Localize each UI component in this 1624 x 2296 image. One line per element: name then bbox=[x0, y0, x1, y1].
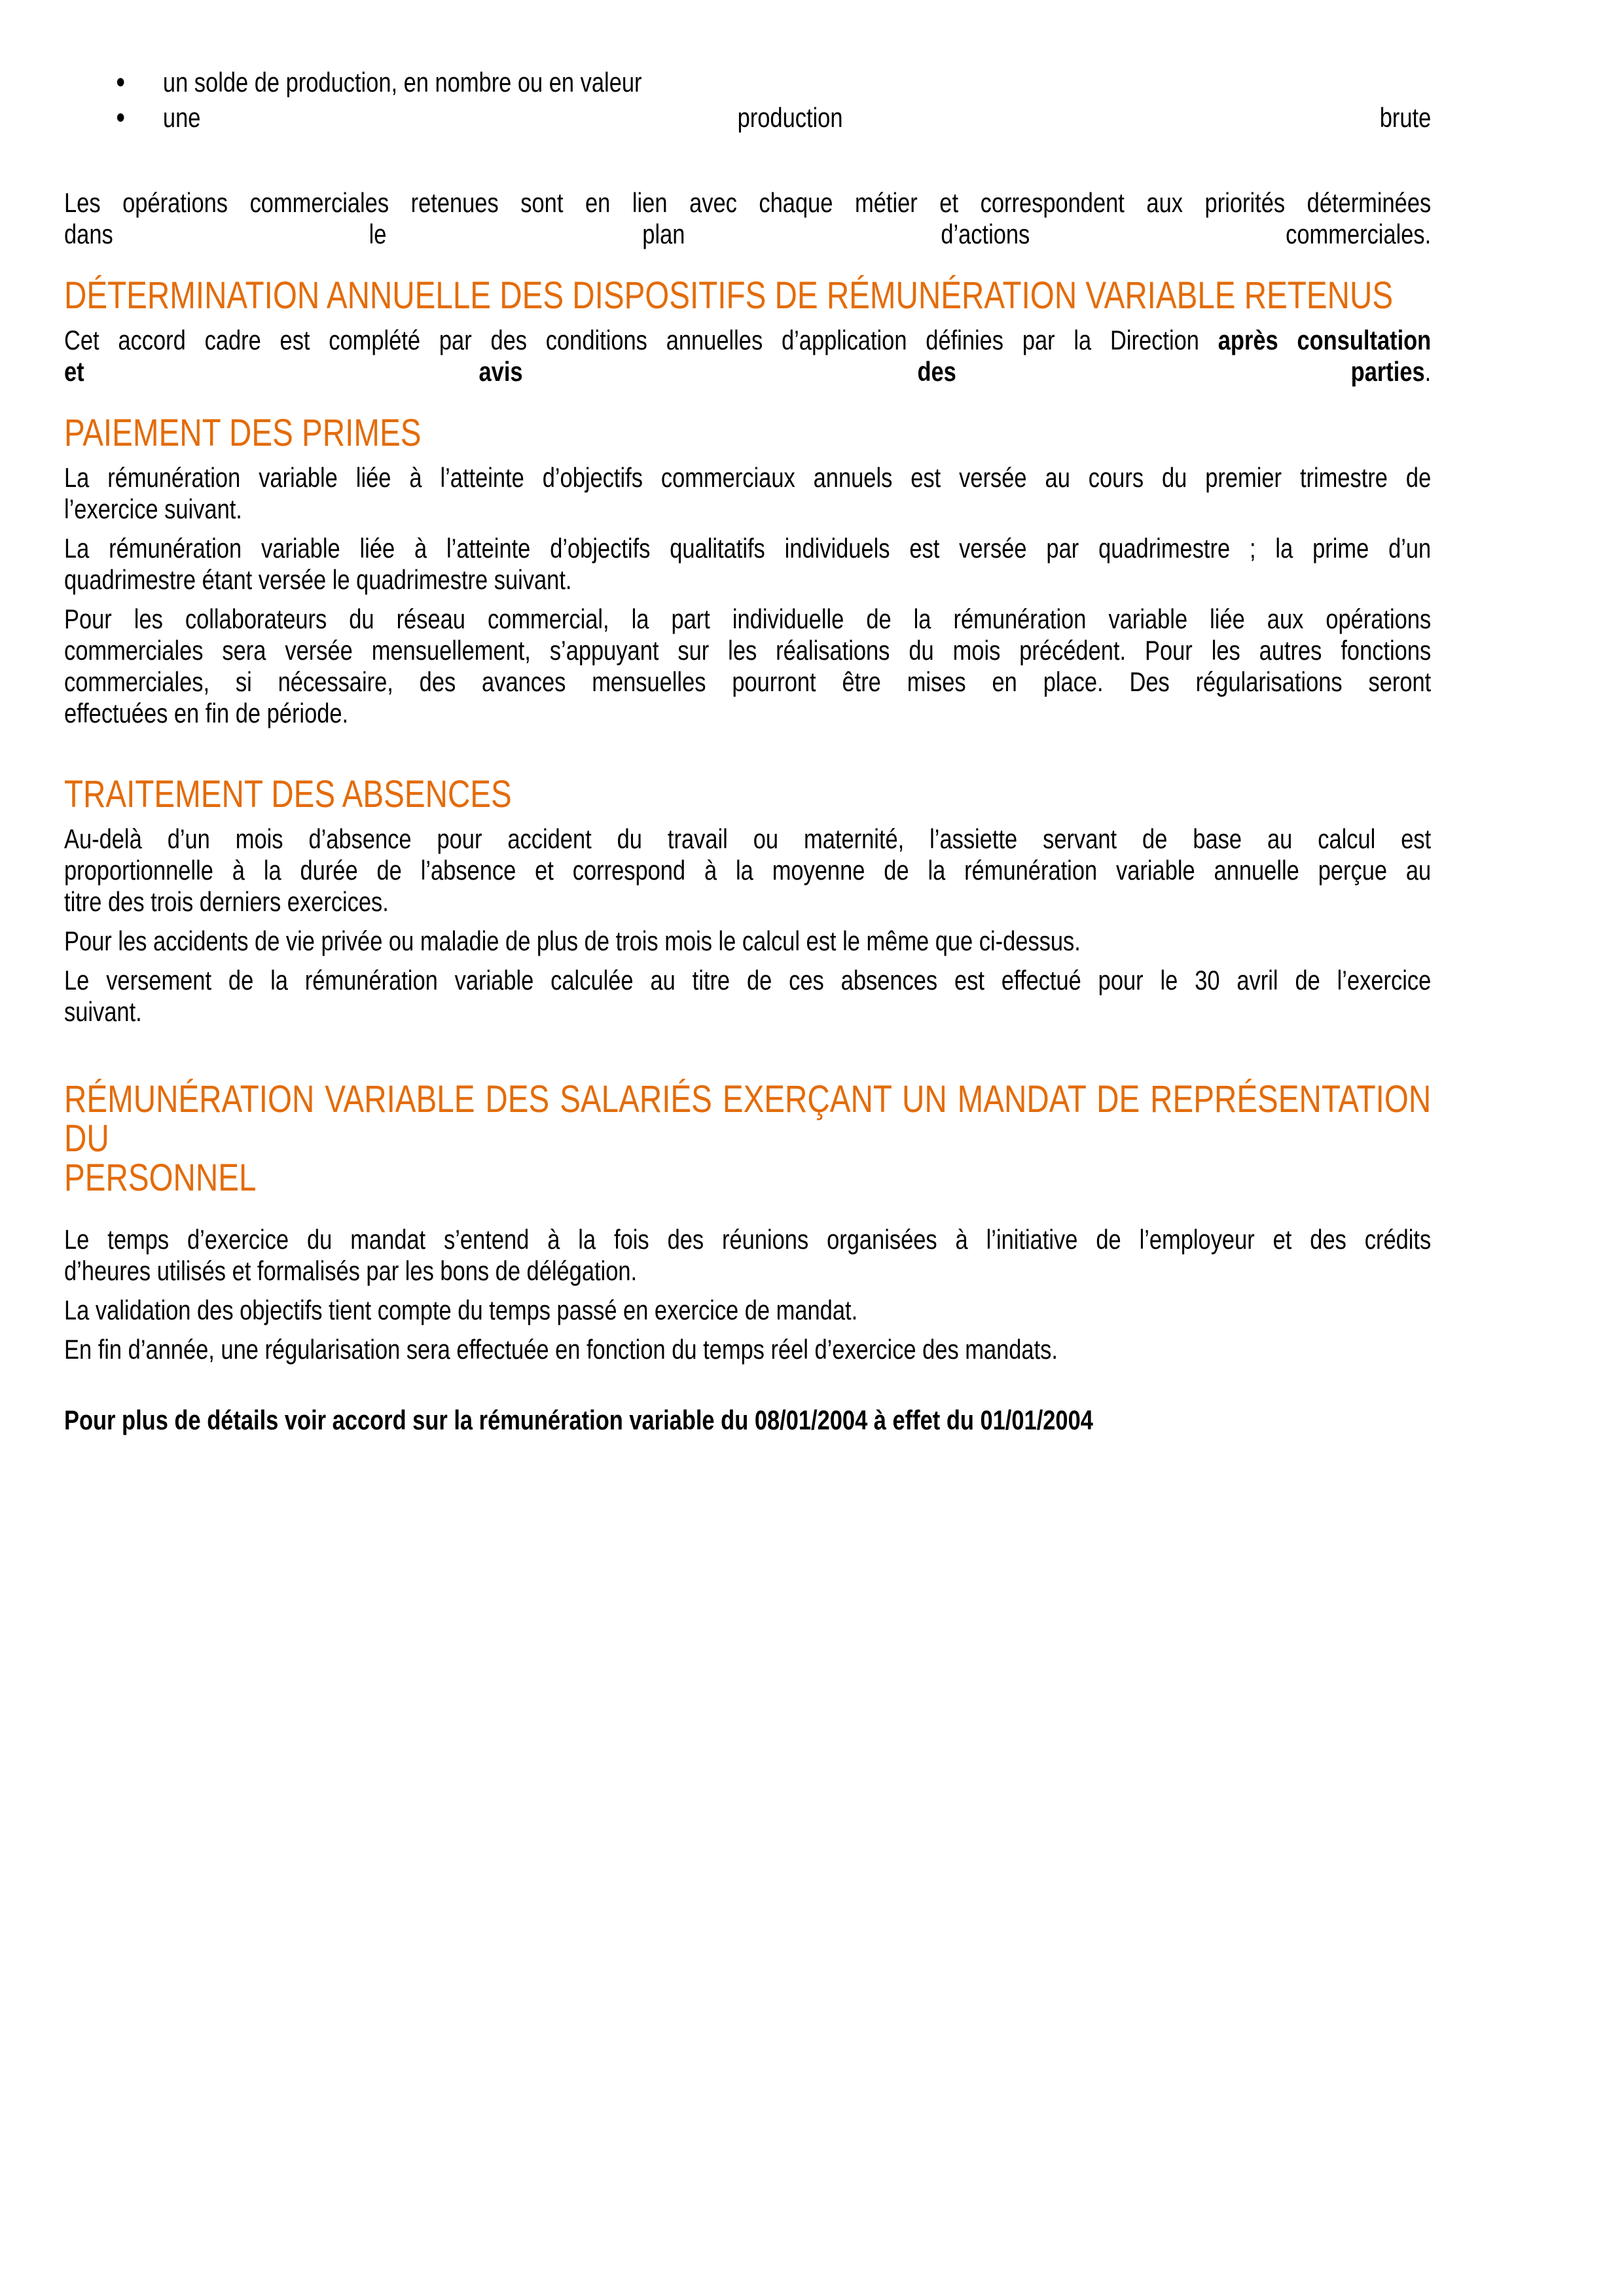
section-heading: DÉTERMINATION ANNUELLE DES DISPOSITIFS DE RÉMUNÉRATION VARIABLE RETENUS bbox=[64, 274, 1394, 317]
heading-line: RÉMUNÉRATION VARIABLE DES SALARIÉS EXERÇANT UN MANDAT DE REPRÉSENTATION DU bbox=[64, 1078, 1432, 1160]
text-line: Le versement de la rémunération variable calculée au titre de ces absences est effectué pour le 30 avril de l’exercice bbox=[64, 965, 1432, 996]
text-line: commerciales sera versée mensuellement, s’appuyant sur les réalisations du mois précédent. Pour les autres fonctions bbox=[64, 635, 1432, 666]
bullet-icon: ● bbox=[115, 106, 126, 128]
section-heading: TRAITEMENT DES ABSENCES bbox=[64, 773, 512, 816]
text-run-bold: et avis des parties bbox=[64, 356, 1425, 387]
paragraph bbox=[64, 1295, 1431, 1326]
paragraph bbox=[64, 603, 1431, 729]
paragraph bbox=[64, 1334, 1431, 1365]
text-line: suivant. bbox=[64, 996, 142, 1027]
section-paiement-des-primes bbox=[64, 414, 1431, 729]
paragraph bbox=[64, 1224, 1431, 1287]
text-line: commerciales, si nécessaire, des avances mensuelles pourront être mises en place. Des régularisations seront bbox=[64, 666, 1432, 697]
text-line: d’heures utilisés et formalisés par les bons de délégation. bbox=[64, 1255, 638, 1286]
paragraph bbox=[64, 965, 1431, 1028]
intro-paragraph bbox=[64, 187, 1431, 250]
text-line: dans le plan d’actions commerciales. bbox=[64, 219, 1432, 249]
text-run-bold: après consultation bbox=[1218, 325, 1432, 355]
section-determination-annuelle bbox=[64, 276, 1431, 387]
text-line: titre des trois derniers exercices. bbox=[64, 886, 389, 917]
section-traitement-des-absences bbox=[64, 775, 1431, 1028]
text-line: La rémunération variable liée à l’atteinte d’objectifs qualitatifs individuels est versée par quadrimestre ; la prime d’un bbox=[64, 533, 1432, 564]
paragraph bbox=[64, 533, 1431, 596]
text-line bbox=[64, 325, 1431, 356]
text-line: La rémunération variable liée à l’atteinte d’objectifs commerciaux annuels est versée au cours du premier trimestre de bbox=[64, 462, 1432, 493]
reference-note: Pour plus de détails voir accord sur la rémunération variable du 08/01/2004 à effet du 01/01/2004 bbox=[64, 1405, 1093, 1435]
text-line: l’exercice suivant. bbox=[64, 493, 242, 524]
text-line: En fin d’année, une régularisation sera effectuée en fonction du temps réel d’exercice des mandats. bbox=[64, 1334, 1058, 1365]
text-run: Cet accord cadre est complété par des conditions annuelles d’application définies par la Direction bbox=[64, 325, 1218, 355]
text-line: proportionnelle à la durée de l’absence et correspond à la moyenne de la rémunération variable annuelle perçue au bbox=[64, 855, 1432, 886]
section-heading: PAIEMENT DES PRIMES bbox=[64, 412, 422, 454]
bullet-item-text: une production brute bbox=[162, 102, 1432, 133]
document-content bbox=[64, 67, 1431, 1436]
bullet-list bbox=[64, 67, 1431, 134]
text-line: quadrimestre étant versée le quadrimestre suivant. bbox=[64, 564, 572, 595]
paragraph bbox=[64, 325, 1431, 387]
text-line bbox=[64, 356, 1431, 387]
text-line: Les opérations commerciales retenues sont en lien avec chaque métier et correspondent aux priorités déterminées bbox=[64, 187, 1432, 218]
heading-line: PERSONNEL bbox=[64, 1157, 257, 1199]
text-run: . bbox=[1424, 356, 1432, 387]
text-line: effectuées en fin de période. bbox=[64, 698, 349, 728]
paragraph bbox=[64, 823, 1431, 918]
list-item bbox=[64, 67, 1431, 98]
text-line: La validation des objectifs tient compte du temps passé en exercice de mandat. bbox=[64, 1295, 858, 1325]
bullet-icon: ● bbox=[115, 71, 126, 92]
paragraph bbox=[64, 925, 1431, 957]
text-line: Pour les accidents de vie privée ou maladie de plus de trois mois le calcul est le même que ci-dessus. bbox=[64, 925, 1081, 956]
text-line: Au-delà d’un mois d’absence pour accident du travail ou maternité, l’assiette servant de base au calcul est bbox=[64, 823, 1432, 854]
section-heading bbox=[64, 1080, 1431, 1198]
bullet-item-text: un solde de production, en nombre ou en valeur bbox=[162, 67, 642, 98]
list-item bbox=[64, 102, 1431, 134]
paragraph bbox=[64, 462, 1431, 525]
section-remuneration-mandat bbox=[64, 1080, 1431, 1365]
text-line: Pour les collaborateurs du réseau commercial, la part individuelle de la rémunération variable liée aux opérations bbox=[64, 603, 1432, 634]
text-line: Le temps d’exercice du mandat s’entend à la fois des réunions organisées à l’initiative de l’employeur et des crédits bbox=[64, 1224, 1432, 1255]
